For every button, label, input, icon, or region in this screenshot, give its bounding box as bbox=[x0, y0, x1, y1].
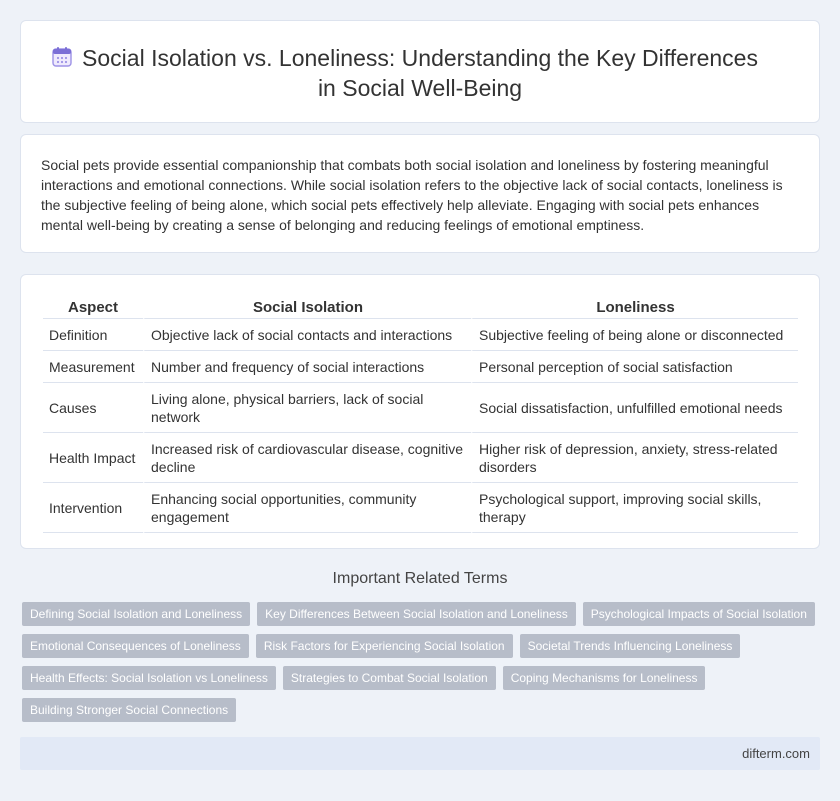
row-loneliness: Social dissatisfaction, unfulfilled emotional needs bbox=[471, 383, 798, 433]
row-social-isolation: Enhancing social opportunities, community engagement bbox=[143, 483, 471, 533]
comparison-card bbox=[20, 274, 820, 549]
related-term-link[interactable]: Defining Social Isolation and Loneliness bbox=[22, 602, 250, 626]
related-term-link[interactable]: Emotional Consequences of Loneliness bbox=[22, 634, 249, 658]
page-title bbox=[21, 43, 819, 103]
table-row bbox=[43, 433, 798, 483]
footer-site-link[interactable]: difterm.com bbox=[742, 746, 810, 761]
related-term-link[interactable]: Coping Mechanisms for Loneliness bbox=[503, 666, 706, 690]
row-aspect: Measurement bbox=[43, 351, 143, 383]
row-social-isolation: Objective lack of social contacts and interactions bbox=[143, 319, 471, 351]
row-loneliness: Higher risk of depression, anxiety, stress-related disorders bbox=[471, 433, 798, 483]
title-card bbox=[20, 20, 820, 123]
related-term-link[interactable]: Health Effects: Social Isolation vs Loneliness bbox=[22, 666, 276, 690]
row-aspect: Definition bbox=[43, 319, 143, 351]
related-terms-list bbox=[22, 602, 822, 730]
related-term-link[interactable]: Risk Factors for Experiencing Social Isolation bbox=[256, 634, 513, 658]
comparison-table bbox=[43, 295, 798, 533]
page-title-line-1: Social Isolation vs. Loneliness: Understanding the Key Differences bbox=[82, 45, 758, 71]
row-social-isolation: Increased risk of cardiovascular disease, cognitive decline bbox=[143, 433, 471, 483]
intro-card bbox=[20, 134, 820, 253]
footer bbox=[20, 737, 820, 770]
table-row bbox=[43, 351, 798, 383]
row-social-isolation: Number and frequency of social interactions bbox=[143, 351, 471, 383]
row-social-isolation: Living alone, physical barriers, lack of social network bbox=[143, 383, 471, 433]
table-row bbox=[43, 383, 798, 433]
row-aspect: Causes bbox=[43, 383, 143, 433]
row-loneliness: Personal perception of social satisfaction bbox=[471, 351, 798, 383]
related-term-link[interactable]: Psychological Impacts of Social Isolation bbox=[583, 602, 815, 626]
header-social-isolation: Social Isolation bbox=[143, 295, 471, 319]
related-term-link[interactable]: Key Differences Between Social Isolation and Loneliness bbox=[257, 602, 576, 626]
table-row bbox=[43, 483, 798, 533]
header-aspect: Aspect bbox=[43, 295, 143, 319]
related-term-link[interactable]: Building Stronger Social Connections bbox=[22, 698, 236, 722]
row-aspect: Intervention bbox=[43, 483, 143, 533]
row-loneliness: Psychological support, improving social skills, therapy bbox=[471, 483, 798, 533]
table-row bbox=[43, 319, 798, 351]
page-title-line-2: in Social Well-Being bbox=[317, 75, 523, 101]
header-loneliness: Loneliness bbox=[471, 295, 798, 319]
related-term-link[interactable]: Societal Trends Influencing Loneliness bbox=[520, 634, 741, 658]
table-header-row bbox=[43, 295, 798, 319]
row-aspect: Health Impact bbox=[43, 433, 143, 483]
intro-paragraph: Social pets provide essential companionship that combats both social isolation and loneliness by fostering meaningful interactions and emotional connections. While social isolation refers to the objective lack of social contacts, loneliness is the subjective feeling of being alone, which social pets effectively help alleviate. Engaging with social pets enhances mental well-being by creating a sense of belonging and reducing feelings of emotional emptiness. bbox=[41, 157, 783, 233]
related-terms-heading: Important Related Terms bbox=[332, 570, 508, 587]
row-loneliness: Subjective feeling of being alone or disconnected bbox=[471, 319, 798, 351]
related-term-link[interactable]: Strategies to Combat Social Isolation bbox=[283, 666, 496, 690]
